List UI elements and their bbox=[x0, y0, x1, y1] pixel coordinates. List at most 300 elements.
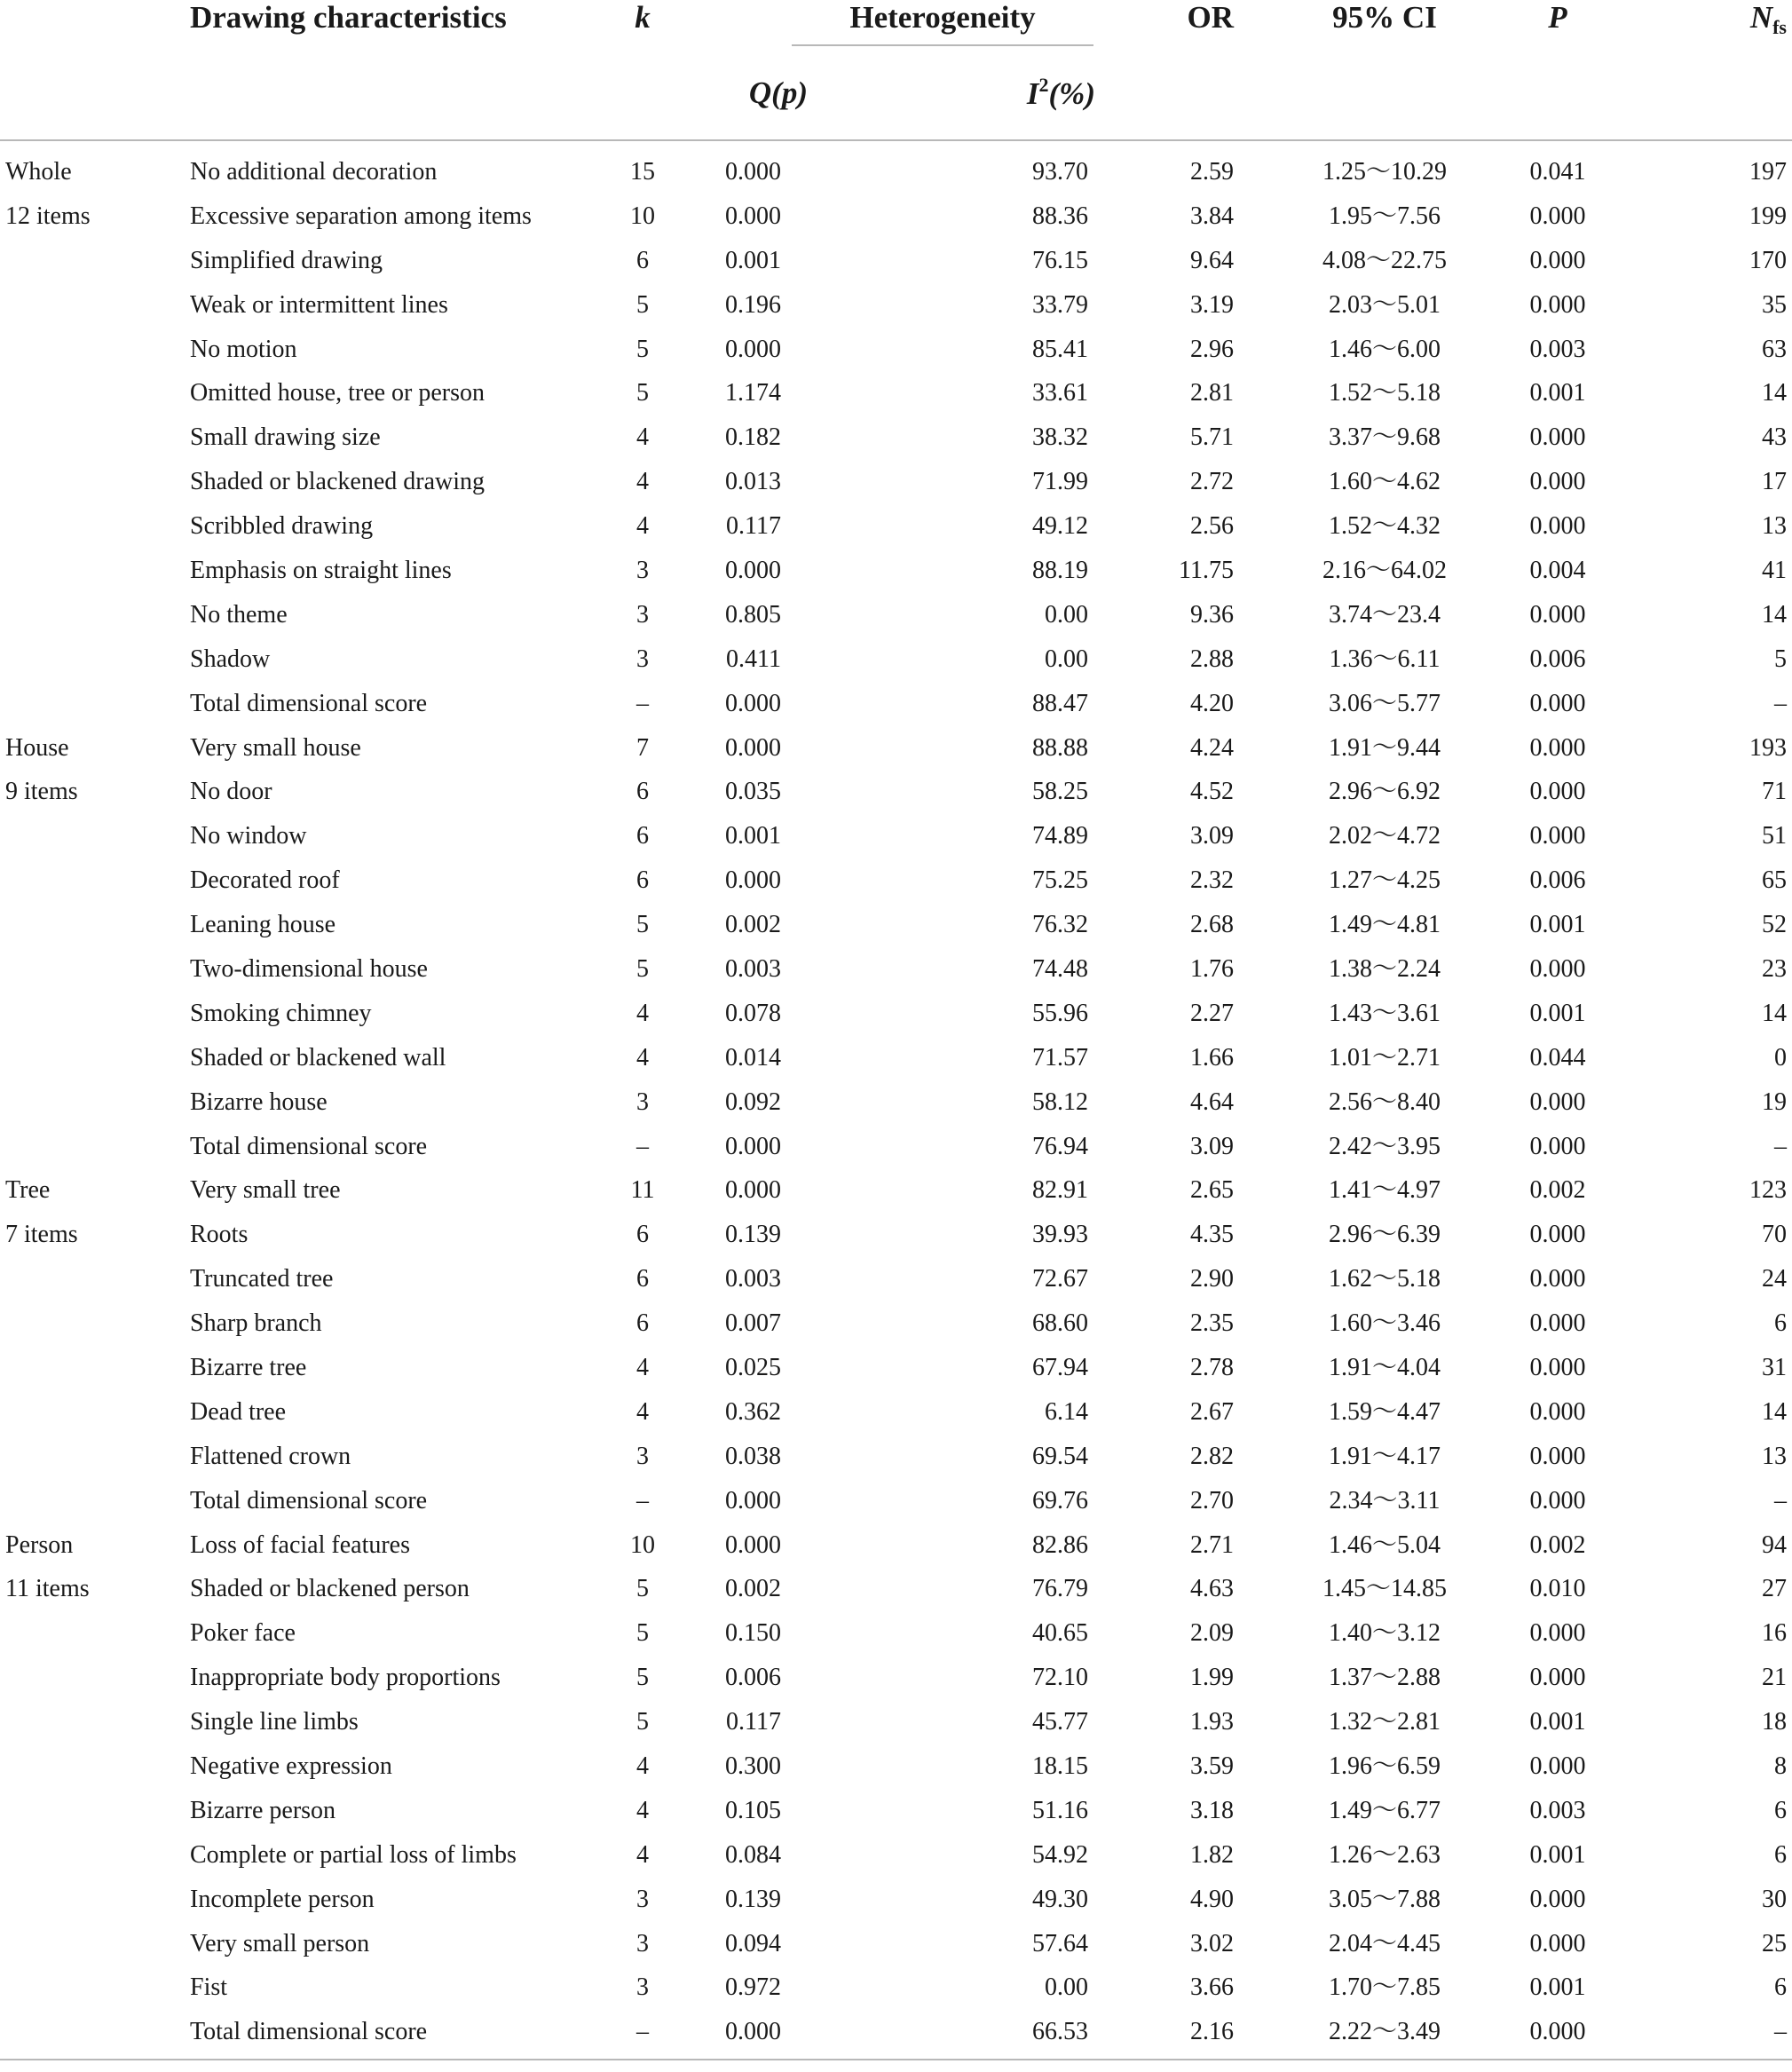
characteristic-cell: No theme bbox=[190, 600, 288, 629]
nfs-cell: 14 bbox=[1762, 999, 1787, 1027]
nfs-cell: – bbox=[1774, 1132, 1787, 1160]
q-cell: 0.182 bbox=[725, 423, 781, 452]
ci-cell: 1.46～6.00 bbox=[1328, 335, 1441, 363]
i2-cell: 39.93 bbox=[1032, 1221, 1088, 1249]
table-row bbox=[0, 1257, 1792, 1301]
k-cell: 15 bbox=[630, 157, 655, 186]
characteristic-cell: Loss of facial features bbox=[190, 1530, 410, 1559]
nfs-cell: 8 bbox=[1774, 1752, 1787, 1780]
or-cell: 2.81 bbox=[1190, 379, 1234, 407]
nfs-cell: 16 bbox=[1762, 1619, 1787, 1648]
ci-cell: 1.25～10.29 bbox=[1322, 157, 1447, 186]
ci-cell: 1.38～2.24 bbox=[1328, 954, 1441, 983]
ci-cell: 2.42～3.95 bbox=[1328, 1132, 1441, 1160]
or-cell: 3.84 bbox=[1190, 202, 1234, 230]
k-cell: 4 bbox=[636, 468, 649, 496]
q-cell: 0.117 bbox=[726, 1708, 781, 1736]
group-label bbox=[0, 1479, 190, 1523]
k-cell: 5 bbox=[636, 335, 649, 363]
ci-cell: 1.62～5.18 bbox=[1328, 1265, 1441, 1293]
characteristic-cell: Very small tree bbox=[190, 1176, 341, 1205]
nfs-cell: 52 bbox=[1762, 911, 1787, 939]
header-or: OR bbox=[1187, 0, 1234, 35]
group-label: Whole bbox=[5, 157, 72, 186]
table-row bbox=[0, 239, 1792, 283]
ci-cell: 2.96～6.39 bbox=[1328, 1221, 1441, 1249]
p-cell: 0.041 bbox=[1529, 157, 1586, 186]
i2-cell: 74.89 bbox=[1032, 822, 1088, 850]
or-cell: 3.18 bbox=[1190, 1796, 1234, 1824]
i2-cell: 33.61 bbox=[1032, 379, 1088, 407]
p-cell: 0.000 bbox=[1529, 1752, 1586, 1780]
i2-cell: 69.76 bbox=[1032, 1486, 1088, 1514]
group-label bbox=[0, 283, 190, 328]
or-cell: 4.90 bbox=[1190, 1885, 1234, 1913]
i2-cell: 82.86 bbox=[1032, 1530, 1088, 1559]
q-cell: 0.001 bbox=[725, 246, 781, 274]
characteristic-cell: Total dimensional score bbox=[190, 1486, 428, 1514]
p-cell: 0.000 bbox=[1529, 1265, 1586, 1293]
q-cell: 0.000 bbox=[725, 1176, 781, 1205]
k-cell: 10 bbox=[630, 202, 655, 230]
i2-cell: 55.96 bbox=[1032, 999, 1088, 1027]
q-cell: 0.000 bbox=[725, 202, 781, 230]
or-cell: 2.70 bbox=[1190, 1486, 1234, 1514]
characteristic-cell: Complete or partial loss of limbs bbox=[190, 1840, 517, 1869]
characteristic-cell: Shadow bbox=[190, 645, 271, 673]
nfs-cell: 13 bbox=[1762, 512, 1787, 541]
or-cell: 2.67 bbox=[1190, 1397, 1234, 1426]
table-row bbox=[0, 1568, 1792, 1612]
header-ci: 95% CI bbox=[1332, 0, 1437, 35]
or-cell: 2.90 bbox=[1190, 1265, 1234, 1293]
q-cell: 0.805 bbox=[725, 600, 781, 629]
characteristic-cell: Single line limbs bbox=[190, 1708, 359, 1736]
p-cell: 0.000 bbox=[1529, 1087, 1586, 1116]
table-row bbox=[0, 1700, 1792, 1744]
nfs-cell: 193 bbox=[1749, 733, 1787, 762]
nfs-cell: – bbox=[1774, 1486, 1787, 1514]
header-row-top bbox=[0, 0, 1792, 46]
i2-cell: 49.30 bbox=[1032, 1885, 1088, 1913]
p-cell: 0.000 bbox=[1529, 202, 1586, 230]
k-cell: 3 bbox=[636, 600, 649, 629]
k-cell: 4 bbox=[636, 999, 649, 1027]
nfs-cell: 6 bbox=[1774, 1840, 1787, 1869]
header-sub-blank-8 bbox=[1482, 46, 1633, 139]
characteristic-cell: Poker face bbox=[190, 1619, 296, 1648]
ci-cell: 1.36～6.11 bbox=[1329, 645, 1441, 673]
group-label bbox=[0, 1301, 190, 1346]
or-cell: 2.56 bbox=[1190, 512, 1234, 541]
or-cell: 1.66 bbox=[1190, 1043, 1234, 1072]
table-row bbox=[0, 1611, 1792, 1656]
or-cell: 2.27 bbox=[1190, 999, 1234, 1027]
bottom-rule-cell bbox=[0, 2059, 1792, 2060]
q-cell: 0.000 bbox=[725, 1132, 781, 1160]
characteristic-cell: Excessive separation among items bbox=[190, 202, 532, 230]
ci-cell: 2.16～64.02 bbox=[1322, 556, 1447, 584]
group-label bbox=[0, 415, 190, 460]
q-cell: 0.013 bbox=[725, 468, 781, 496]
q-cell: 0.014 bbox=[725, 1043, 781, 1072]
table-row bbox=[0, 682, 1792, 726]
p-cell: 0.000 bbox=[1529, 733, 1586, 762]
p-cell: 0.001 bbox=[1529, 911, 1586, 939]
nfs-cell: 19 bbox=[1762, 1087, 1787, 1116]
header-sub-blank-2 bbox=[190, 46, 607, 139]
p-cell: 0.000 bbox=[1529, 1619, 1586, 1648]
ci-cell: 1.70～7.85 bbox=[1328, 1973, 1441, 2002]
or-cell: 3.66 bbox=[1190, 1973, 1234, 2002]
group-label: 11 items bbox=[5, 1575, 90, 1603]
ci-cell: 1.60～4.62 bbox=[1328, 468, 1441, 496]
header-i2-main: I bbox=[1026, 76, 1039, 111]
group-label bbox=[0, 1611, 190, 1656]
i2-cell: 82.91 bbox=[1032, 1176, 1088, 1205]
nfs-cell: 6 bbox=[1774, 1973, 1787, 2002]
p-cell: 0.000 bbox=[1529, 1486, 1586, 1514]
i2-cell: 0.00 bbox=[1045, 1973, 1088, 2002]
group-label bbox=[0, 1922, 190, 1966]
q-cell: 0.025 bbox=[725, 1353, 781, 1381]
or-cell: 4.24 bbox=[1190, 733, 1234, 762]
or-cell: 1.76 bbox=[1190, 954, 1234, 983]
nfs-cell: 31 bbox=[1762, 1353, 1787, 1381]
k-cell: 5 bbox=[636, 1708, 649, 1736]
group-label bbox=[0, 328, 190, 372]
header-p: P bbox=[1548, 0, 1567, 35]
characteristic-cell: Bizarre person bbox=[190, 1796, 336, 1824]
group-label bbox=[0, 1346, 190, 1390]
or-cell: 1.99 bbox=[1190, 1664, 1234, 1692]
q-cell: 0.003 bbox=[725, 954, 781, 983]
group-label bbox=[0, 947, 190, 992]
nfs-cell: 17 bbox=[1762, 468, 1787, 496]
characteristic-cell: Very small person bbox=[190, 1929, 370, 1957]
ci-cell: 3.06～5.77 bbox=[1328, 689, 1441, 717]
i2-cell: 88.19 bbox=[1032, 556, 1088, 584]
nfs-cell: 51 bbox=[1762, 822, 1787, 850]
ci-cell: 1.49～4.81 bbox=[1328, 911, 1441, 939]
nfs-cell: 123 bbox=[1749, 1176, 1787, 1205]
p-cell: 0.003 bbox=[1529, 335, 1586, 363]
k-cell: – bbox=[636, 689, 649, 717]
p-cell: 0.044 bbox=[1529, 1043, 1586, 1072]
i2-cell: 68.60 bbox=[1032, 1309, 1088, 1338]
table-row bbox=[0, 992, 1792, 1036]
group-label bbox=[0, 903, 190, 947]
group-label bbox=[0, 1390, 190, 1435]
ci-cell: 2.22～3.49 bbox=[1328, 2018, 1441, 2046]
table-row bbox=[0, 1479, 1792, 1523]
nfs-cell: 14 bbox=[1762, 379, 1787, 407]
q-cell: 0.105 bbox=[725, 1796, 781, 1824]
k-cell: 11 bbox=[630, 1176, 655, 1205]
p-cell: 0.000 bbox=[1529, 778, 1586, 806]
table-row bbox=[0, 1744, 1792, 1789]
q-cell: 0.362 bbox=[725, 1397, 781, 1426]
characteristic-cell: Roots bbox=[190, 1221, 249, 1249]
ci-cell: 1.91～9.44 bbox=[1328, 733, 1441, 762]
or-cell: 2.59 bbox=[1190, 157, 1234, 186]
characteristic-cell: Inappropriate body proportions bbox=[190, 1664, 501, 1692]
q-cell: 0.006 bbox=[725, 1664, 781, 1692]
characteristic-cell: Negative expression bbox=[190, 1752, 392, 1780]
ci-cell: 4.08～22.75 bbox=[1322, 246, 1447, 274]
q-cell: 0.000 bbox=[725, 866, 781, 895]
i2-cell: 18.15 bbox=[1032, 1752, 1088, 1780]
k-cell: 6 bbox=[636, 1221, 649, 1249]
header-group-blank bbox=[0, 0, 190, 46]
p-cell: 0.002 bbox=[1529, 1176, 1586, 1205]
q-cell: 0.000 bbox=[725, 1486, 781, 1514]
nfs-cell: 65 bbox=[1762, 866, 1787, 895]
header-spacer bbox=[0, 140, 1792, 150]
i2-cell: 85.41 bbox=[1032, 335, 1088, 363]
k-cell: 5 bbox=[636, 290, 649, 319]
i2-cell: 57.64 bbox=[1032, 1929, 1088, 1957]
table-row bbox=[0, 283, 1792, 328]
characteristic-cell: Small drawing size bbox=[190, 423, 381, 452]
nfs-cell: 24 bbox=[1762, 1265, 1787, 1293]
or-cell: 2.68 bbox=[1190, 911, 1234, 939]
p-cell: 0.006 bbox=[1529, 645, 1586, 673]
header-sub-blank-7 bbox=[1287, 46, 1482, 139]
nfs-cell: 43 bbox=[1762, 423, 1787, 452]
characteristic-cell: Sharp branch bbox=[190, 1309, 322, 1338]
characteristic-cell: Weak or intermittent lines bbox=[190, 290, 448, 319]
nfs-cell: 197 bbox=[1749, 157, 1787, 186]
table-body bbox=[0, 150, 1792, 2054]
table-row bbox=[0, 549, 1792, 593]
table-row bbox=[0, 1523, 1792, 1568]
characteristic-cell: Omitted house, tree or person bbox=[190, 379, 485, 407]
table-row bbox=[0, 770, 1792, 814]
or-cell: 3.02 bbox=[1190, 1929, 1234, 1957]
k-cell: 3 bbox=[636, 1442, 649, 1470]
q-cell: 0.139 bbox=[725, 1885, 781, 1913]
group-label bbox=[0, 1833, 190, 1878]
table-row bbox=[0, 1036, 1792, 1080]
i2-cell: 72.67 bbox=[1032, 1265, 1088, 1293]
group-label bbox=[0, 593, 190, 637]
i2-cell: 40.65 bbox=[1032, 1619, 1088, 1648]
i2-cell: 51.16 bbox=[1032, 1796, 1088, 1824]
k-cell: 5 bbox=[636, 1664, 649, 1692]
group-label: 7 items bbox=[5, 1221, 78, 1249]
k-cell: 3 bbox=[636, 1929, 649, 1957]
ci-cell: 1.37～2.88 bbox=[1328, 1664, 1441, 1692]
characteristic-cell: Emphasis on straight lines bbox=[190, 556, 452, 584]
table-row bbox=[0, 1435, 1792, 1479]
nfs-cell: 18 bbox=[1762, 1708, 1787, 1736]
header-sub-blank-9 bbox=[1633, 46, 1792, 139]
p-cell: 0.003 bbox=[1529, 1796, 1586, 1824]
ci-cell: 1.43～3.61 bbox=[1328, 999, 1441, 1027]
characteristic-cell: Two-dimensional house bbox=[190, 954, 428, 983]
k-cell: – bbox=[636, 2018, 649, 2046]
p-cell: 0.000 bbox=[1529, 512, 1586, 541]
group-label bbox=[0, 1435, 190, 1479]
or-cell: 2.65 bbox=[1190, 1176, 1234, 1205]
ci-cell: 1.27～4.25 bbox=[1328, 866, 1441, 895]
or-cell: 2.32 bbox=[1190, 866, 1234, 895]
q-cell: 0.007 bbox=[725, 1309, 781, 1338]
i2-cell: 88.88 bbox=[1032, 733, 1088, 762]
i2-cell: 76.32 bbox=[1032, 911, 1088, 939]
i2-cell: 66.53 bbox=[1032, 2018, 1088, 2046]
ci-cell: 1.59～4.47 bbox=[1328, 1397, 1441, 1426]
table-row bbox=[0, 1833, 1792, 1878]
q-cell: 0.000 bbox=[725, 335, 781, 363]
ci-cell: 3.74～23.4 bbox=[1328, 600, 1441, 629]
q-cell: 0.000 bbox=[725, 689, 781, 717]
characteristic-cell: Bizarre tree bbox=[190, 1353, 307, 1381]
characteristic-cell: Shaded or blackened wall bbox=[190, 1043, 446, 1072]
header-q: Q(p) bbox=[748, 75, 808, 110]
p-cell: 0.000 bbox=[1529, 822, 1586, 850]
p-cell: 0.000 bbox=[1529, 954, 1586, 983]
characteristic-cell: Flattened crown bbox=[190, 1442, 351, 1470]
characteristic-cell: Decorated roof bbox=[190, 866, 340, 895]
characteristic-cell: No window bbox=[190, 822, 307, 850]
ci-cell: 1.40～3.12 bbox=[1328, 1619, 1441, 1648]
table-row bbox=[0, 1301, 1792, 1346]
k-cell: 4 bbox=[636, 1353, 649, 1381]
i2-cell: 71.99 bbox=[1032, 468, 1088, 496]
k-cell: 5 bbox=[636, 954, 649, 983]
or-cell: 3.09 bbox=[1190, 822, 1234, 850]
group-label bbox=[0, 1700, 190, 1744]
q-cell: 0.035 bbox=[725, 778, 781, 806]
group-label bbox=[0, 992, 190, 1036]
or-cell: 2.09 bbox=[1190, 1619, 1234, 1648]
k-cell: 4 bbox=[636, 1796, 649, 1824]
k-cell: 3 bbox=[636, 1087, 649, 1116]
or-cell: 2.72 bbox=[1190, 468, 1234, 496]
table-row bbox=[0, 637, 1792, 682]
k-cell: 10 bbox=[630, 1530, 655, 1559]
p-cell: 0.004 bbox=[1529, 556, 1586, 584]
characteristic-cell: Leaning house bbox=[190, 911, 336, 939]
or-cell: 2.78 bbox=[1190, 1353, 1234, 1381]
q-cell: 1.174 bbox=[725, 379, 781, 407]
p-cell: 0.000 bbox=[1529, 290, 1586, 319]
q-cell: 0.003 bbox=[725, 1265, 781, 1293]
q-cell: 0.084 bbox=[725, 1840, 781, 1869]
nfs-cell: 14 bbox=[1762, 600, 1787, 629]
characteristic-cell: Incomplete person bbox=[190, 1885, 375, 1913]
nfs-cell: 63 bbox=[1762, 335, 1787, 363]
p-cell: 0.000 bbox=[1529, 423, 1586, 452]
or-cell: 4.35 bbox=[1190, 1221, 1234, 1249]
k-cell: 3 bbox=[636, 1885, 649, 1913]
characteristic-cell: Shaded or blackened drawing bbox=[190, 468, 485, 496]
k-cell: 4 bbox=[636, 423, 649, 452]
k-cell: 5 bbox=[636, 1575, 649, 1603]
i2-cell: 88.36 bbox=[1032, 202, 1088, 230]
table-row bbox=[0, 1656, 1792, 1700]
k-cell: – bbox=[636, 1132, 649, 1160]
or-cell: 1.93 bbox=[1190, 1708, 1234, 1736]
i2-cell: 93.70 bbox=[1032, 157, 1088, 186]
ci-cell: 1.46～5.04 bbox=[1328, 1530, 1441, 1559]
nfs-cell: – bbox=[1774, 689, 1787, 717]
or-cell: 4.52 bbox=[1190, 778, 1234, 806]
header-spacer-cell bbox=[0, 140, 1792, 150]
table-row bbox=[0, 194, 1792, 239]
ci-cell: 1.91～4.04 bbox=[1328, 1353, 1441, 1381]
q-cell: 0.092 bbox=[725, 1087, 781, 1116]
or-cell: 2.16 bbox=[1190, 2018, 1234, 2046]
characteristic-cell: Very small house bbox=[190, 733, 361, 762]
table-row bbox=[0, 593, 1792, 637]
or-cell: 4.20 bbox=[1190, 689, 1234, 717]
nfs-cell: 23 bbox=[1762, 954, 1787, 983]
group-label bbox=[0, 1789, 190, 1833]
p-cell: 0.001 bbox=[1529, 1840, 1586, 1869]
group-label bbox=[0, 1744, 190, 1789]
p-cell: 0.000 bbox=[1529, 600, 1586, 629]
ci-cell: 2.96～6.92 bbox=[1328, 778, 1441, 806]
ci-cell: 2.02～4.72 bbox=[1328, 822, 1441, 850]
table-row bbox=[0, 1125, 1792, 1169]
table-row bbox=[0, 2010, 1792, 2054]
k-cell: 5 bbox=[636, 379, 649, 407]
group-label bbox=[0, 1080, 190, 1125]
or-cell: 2.35 bbox=[1190, 1309, 1234, 1338]
or-cell: 2.88 bbox=[1190, 645, 1234, 673]
p-cell: 0.000 bbox=[1529, 689, 1586, 717]
p-cell: 0.000 bbox=[1529, 1397, 1586, 1426]
k-cell: 4 bbox=[636, 1043, 649, 1072]
group-label bbox=[0, 682, 190, 726]
i2-cell: 54.92 bbox=[1032, 1840, 1088, 1869]
characteristic-cell: Total dimensional score bbox=[190, 2018, 428, 2046]
p-cell: 0.006 bbox=[1529, 866, 1586, 895]
q-cell: 0.000 bbox=[725, 1530, 781, 1559]
ci-cell: 1.26～2.63 bbox=[1328, 1840, 1441, 1869]
group-label bbox=[0, 2010, 190, 2054]
p-cell: 0.001 bbox=[1529, 1973, 1586, 2002]
group-label bbox=[0, 460, 190, 504]
or-cell: 2.96 bbox=[1190, 335, 1234, 363]
nfs-cell: 27 bbox=[1762, 1575, 1787, 1603]
k-cell: 4 bbox=[636, 1840, 649, 1869]
header-nfs-main: N bbox=[1749, 0, 1773, 35]
header-i2 bbox=[959, 46, 1118, 139]
nfs-cell: 6 bbox=[1774, 1796, 1787, 1824]
table-row bbox=[0, 858, 1792, 903]
ci-cell: 3.37～9.68 bbox=[1328, 423, 1441, 452]
nfs-cell: 0 bbox=[1774, 1043, 1787, 1072]
k-cell: – bbox=[636, 1486, 649, 1514]
p-cell: 0.001 bbox=[1529, 379, 1586, 407]
q-cell: 0.150 bbox=[725, 1619, 781, 1648]
i2-cell: 58.12 bbox=[1032, 1087, 1088, 1116]
q-cell: 0.000 bbox=[725, 2018, 781, 2046]
or-cell: 4.63 bbox=[1190, 1575, 1234, 1603]
table-row bbox=[0, 1390, 1792, 1435]
nfs-cell: 199 bbox=[1749, 202, 1787, 230]
k-cell: 5 bbox=[636, 911, 649, 939]
q-cell: 0.139 bbox=[725, 1221, 781, 1249]
ci-cell: 1.95～7.56 bbox=[1328, 202, 1441, 230]
q-cell: 0.411 bbox=[726, 645, 781, 673]
p-cell: 0.000 bbox=[1529, 246, 1586, 274]
or-cell: 3.19 bbox=[1190, 290, 1234, 319]
